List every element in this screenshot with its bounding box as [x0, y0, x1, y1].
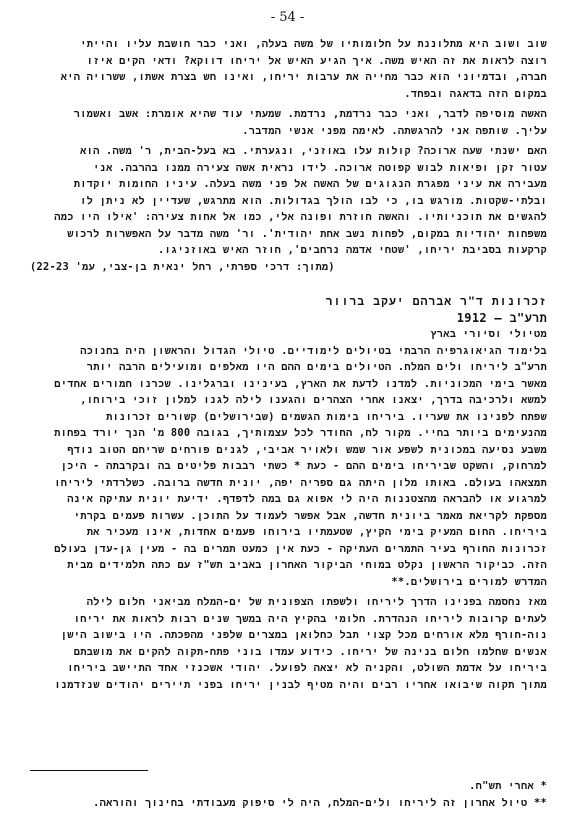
text-line: הזה. כביקור הראשון נקלט במוחי הביקור האחרון באביב תש"ז עם כתה תלמידים מבית — [67, 559, 547, 571]
text-line: מאז נחסמה בפנינו הדרך ליריחו ולשפתו הצפונית של ים-המלח מביאני חלום לילה — [86, 596, 547, 608]
text-line: למשא ולרכיבה בדרך, יצאנו אחרי הצהרים והגענו לילה לגנו למלון זוכי בירוחו, — [80, 394, 547, 406]
text-line: ביריחו על אדמת השולט, והקניה לא יצאה לפועל. יהודי אשכנזי אחד התיישב ביריחו — [67, 662, 547, 674]
footnote-divider — [30, 770, 148, 771]
text-line: מהנעימים ביותר בחיי. מקור לח, החודר לכל עצמותיך, בגובה 800 מ' הנך יורד בפחות — [54, 427, 547, 439]
text-line: תמצאהו בעולם. באותו מלון היתה גם ספריה יפה, יונית חדשה ברובה. כשלרדתי ליריחו — [54, 476, 547, 489]
paragraph-4 — [30, 343, 547, 591]
text-line: אנשים שחלמו חלום בנינה של יריחו. כידוע עמדו בוני פתח-תקוה להקים את מושבתם — [73, 645, 547, 658]
text-line: מאשר בימי המכוניות. למדנו לדעת את הארץ, בעינינו וברגלינו. שכרנו חמורים אחדים — [54, 377, 547, 390]
footnote-2: ** טיול אחרון זה ליריחו ולים-המלח, היה לי סיפוק מעבודתי בחינוך והוראה. — [93, 796, 547, 809]
year-heading: תרע"ב – 1912 — [456, 310, 547, 325]
text-line: ובלתי-שקטות. מורגש בו, כי לבו הולך בגדולות. הוא מתרגש, שעדיין לא ניתן לו — [80, 194, 547, 207]
text-line: נוה-חורף מלא אורחים מכל קצוי תבל כחלואן במצרים שלפני מהפכתה. היו בישוב הישן — [60, 629, 547, 641]
text-line: שוב ושוב היא מתלוננת על חלומותיו של משה בעלה, ואני כבר חושבת עליו והייתי — [80, 38, 547, 50]
text-line: חברה, ובדמיוני הוא כבר מחייה את ערבות יריחו, ואינו חש בצרת אשתו, ששרויה היא — [60, 71, 547, 83]
text-line: למרחוק, והשקט שביריחו בימים ההם - כעת * כשתי רבבות פליטים בה ובקרבתה - היכן — [60, 460, 547, 472]
paragraph-5 — [30, 594, 547, 693]
footnote-1: * אחרי תש"ח. — [469, 780, 547, 792]
text-line: למרגוע או להבראה מהצטננות היה לי אפוא גם במה לדפדף. ידיעת יונית עתיקה אינה — [67, 493, 547, 505]
text-line: מתוך תקוה שיבואו אחריו רבים והיה מטיף לבנין יריחו בפני תיירים יהודים שנזדמנו — [54, 678, 547, 691]
text-line: להגשים את תוכניותיו. והאשה חוזרת ופונה אלי, כמו אל אחות צעירה: 'אילו היו כמה — [54, 211, 547, 223]
section-heading: זכרונות ד"ר אברהם יעקב ברוור — [325, 294, 547, 308]
footnotes — [30, 778, 547, 811]
text-line: עטור זקן ופיאות לבוש קפוטה ארוכה. לידו נראית אשה צעירה ממנו בהרבה. אני — [93, 161, 547, 174]
text-line: רוצה לראות את זה האיש משה. איך הגיע האיש אל יריחו דווקא? ודאי הקים איזו — [86, 54, 547, 67]
text-line: מספקת לקריאת מאמר ביונית חדשה, אבל אפשר לעמוד על התוכן. עשרות פעמים בקרתי — [73, 509, 547, 522]
paragraph-1 — [30, 36, 547, 102]
text-line: בלימוד הגיאוגרפיה הרבתי בטיולים לימודיים. טיולי הגדול והראשון היה בחנוכה — [80, 344, 547, 357]
text-line: תרע"ב ליריחו ולים המלח. הטיולים בימים ההם היו מאלפים ומועילים הרבה יותר — [86, 361, 547, 373]
paragraph-3 — [30, 143, 547, 259]
text-line: המדרש למורים בירושלים.** — [391, 575, 547, 588]
paragraph-2 — [30, 106, 547, 139]
text-line: שפתח לפנינו את שעריו. ביריחו בימות הגשמים (שבירושלים) קשורים זכרונות — [106, 410, 547, 423]
text-line: במקום הזה בדאגה ובפחד. — [404, 87, 547, 100]
text-line: קרקעות בסביבת יריחו, 'שטחי אדמה נרחבים', חוזר האיש באוזניגו. — [157, 244, 547, 256]
body-column — [30, 36, 547, 693]
text-line: מעבירה את עיני מפגרת הנגוגים של האשה אל פני משה בעלה. עיניו החומות יוקדות — [73, 178, 547, 190]
subheading: מטיולי וסיורי בארץ — [430, 328, 547, 340]
text-line: לעתים קרובות ליריחו הנהדרת. חלומי בהקיץ היה במשך שנים רבות לראות את יריחו — [73, 612, 547, 625]
page-number: - 54 - — [270, 10, 305, 25]
text-line: האשה מוסיפה לדבר, ואני כבר נרדמת, נרדמת. שמעתי עוד שהיא אומרת: אשב ואשמור — [73, 108, 547, 120]
text-line: זכרונות החורף בעיר התמרים העתיקה - כעת אין כמעט תמרים בה - מעין גן-עדן בעולם — [54, 542, 547, 555]
text-line: עליך. שותפה אני להרגשתה. לאימה מפני אנשי המדבר. — [242, 124, 547, 137]
text-line: משפחות יהודיות במקום, לפחות נשב אחת יהודית'. ור' משה מדבר על האפשרות לרכוש — [67, 227, 547, 240]
text-line: ביריחו. החום המעיק בימי הקיץ, שטעמתיו בירוחו פעמים אחדות, אינו מעכיר את — [86, 526, 547, 538]
text-line: האם ישנתי שעה ארוכה? קולות עלו באוזני, ונגערתי. בא בעל-הבית, ר' משה. הוא — [80, 145, 547, 157]
text-line: משבע נסיעה במכונית לשפע אור שמש ולאויר אביבי, לגנים פורחים שריחם הטוב נודף — [67, 443, 547, 456]
source-citation: (מתוך: דרכי ספרתי, רחל ינאית בן-צבי, עמ' 22-23) — [30, 260, 335, 273]
